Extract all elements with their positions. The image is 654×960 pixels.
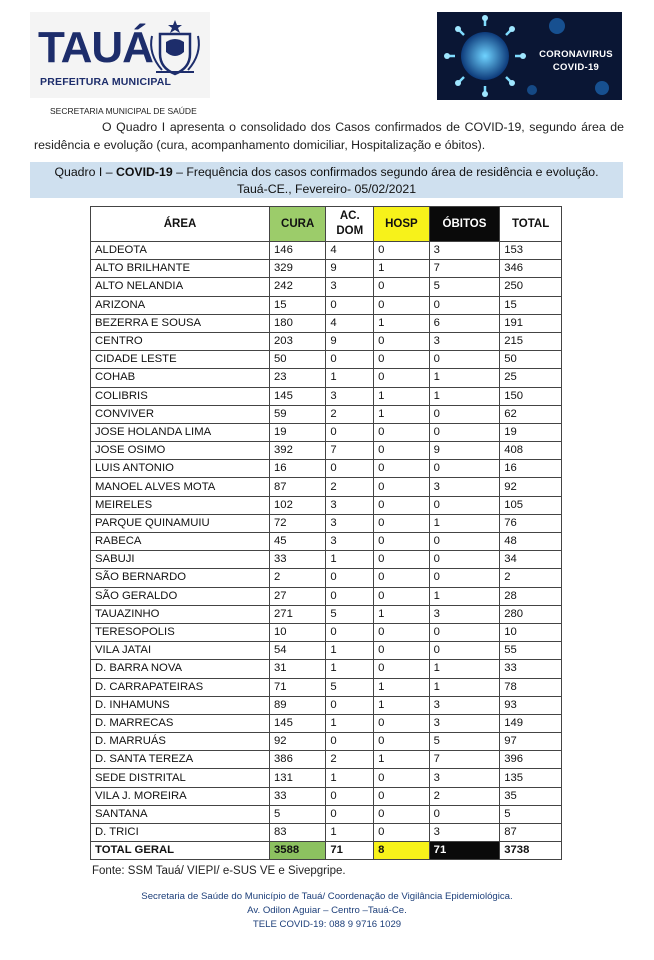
cell-hosp: 0 [374,442,430,460]
table-header-row [91,207,562,242]
total-acdom: 71 [326,842,374,860]
cell-cura: 19 [270,423,326,441]
table-row [91,423,562,441]
cell-hosp: 1 [374,678,430,696]
cell-obitos: 0 [429,351,500,369]
cell-acdom: 4 [326,242,374,260]
cell-acdom: 3 [326,514,374,532]
cell-hosp: 0 [374,460,430,478]
cell-total: 92 [500,478,562,496]
cell-hosp: 0 [374,369,430,387]
cell-total: 135 [500,769,562,787]
cell-cura: 54 [270,642,326,660]
cell-area: D. CARRAPATEIRAS [91,678,270,696]
table-row [91,405,562,423]
table-row [91,587,562,605]
cell-hosp: 0 [374,660,430,678]
cell-total: 48 [500,533,562,551]
footer-line3: TELE COVID-19: 088 9 9716 1029 [252,919,402,930]
cell-acdom: 7 [326,442,374,460]
header-acdom-line2: DOM [336,225,364,237]
cell-cura: 27 [270,587,326,605]
header-obitos: ÓBITOS [429,207,500,242]
cell-area: D. SANTA TEREZA [91,751,270,769]
cell-acdom: 0 [326,423,374,441]
cell-acdom: 4 [326,314,374,332]
table-row [91,533,562,551]
cell-cura: 10 [270,623,326,641]
cell-acdom: 3 [326,533,374,551]
caption-date: Tauá-CE., Fevereiro- 05/02/2021 [236,182,417,196]
cell-acdom: 1 [326,642,374,660]
cell-cura: 33 [270,787,326,805]
cell-obitos: 3 [429,332,500,350]
cell-hosp: 0 [374,514,430,532]
cell-obitos: 0 [429,405,500,423]
logo-name: TAUÁ [38,23,153,72]
cell-area: SEDE DISTRITAL [91,769,270,787]
cell-hosp: 0 [374,805,430,823]
table-row [91,787,562,805]
cell-total: 50 [500,351,562,369]
cell-total: 105 [500,496,562,514]
cell-acdom: 3 [326,387,374,405]
table-row [91,623,562,641]
cell-area: COHAB [91,369,270,387]
cell-hosp: 0 [374,714,430,732]
coronavirus-banner [437,12,622,100]
cell-acdom: 0 [326,569,374,587]
banner-subtitle: COVID-19 [552,62,600,73]
cell-obitos: 0 [429,623,500,641]
table-row [91,569,562,587]
cell-obitos: 0 [429,296,500,314]
cell-cura: 102 [270,496,326,514]
cell-obitos: 2 [429,787,500,805]
table-row [91,733,562,751]
cell-cura: 242 [270,278,326,296]
cell-obitos: 7 [429,751,500,769]
table-row [91,642,562,660]
footer-line2: Av. Odilon Aguiar – Centro –Tauá-Ce. [247,905,407,916]
cell-area: D. TRICI [91,824,270,842]
cell-acdom: 1 [326,551,374,569]
cell-cura: 83 [270,824,326,842]
cell-cura: 59 [270,405,326,423]
cell-total: 76 [500,514,562,532]
cell-obitos: 1 [429,587,500,605]
cell-total: 93 [500,696,562,714]
table-row [91,696,562,714]
cell-cura: 16 [270,460,326,478]
table-row [91,278,562,296]
cell-acdom: 2 [326,405,374,423]
cell-obitos: 3 [429,696,500,714]
cell-obitos: 9 [429,442,500,460]
cell-cura: 145 [270,387,326,405]
table-row [91,496,562,514]
cell-total: 33 [500,660,562,678]
cell-total: 16 [500,460,562,478]
cell-acdom: 1 [326,660,374,678]
cell-hosp: 0 [374,587,430,605]
cell-cura: 92 [270,733,326,751]
intro-paragraph [34,118,624,154]
cell-area: CIDADE LESTE [91,351,270,369]
cell-area: D. MARRECAS [91,714,270,732]
cell-area: VILA J. MOREIRA [91,787,270,805]
cell-area: ALTO NELANDIA [91,278,270,296]
cell-cura: 392 [270,442,326,460]
table-row [91,242,562,260]
cell-area: D. INHAMUNS [91,696,270,714]
cell-area: VILA JATAI [91,642,270,660]
table-row [91,660,562,678]
cell-hosp: 0 [374,769,430,787]
cell-acdom: 2 [326,751,374,769]
cell-total: 280 [500,605,562,623]
cell-hosp: 0 [374,733,430,751]
cell-hosp: 0 [374,551,430,569]
cell-cura: 329 [270,260,326,278]
table-row [91,714,562,732]
source-note: Fonte: SSM Tauá/ VIEPI/ e-SUS VE e Sivepgripe. [92,865,346,877]
cell-area: JOSE HOLANDA LIMA [91,423,270,441]
cell-acdom: 0 [326,351,374,369]
cell-acdom: 1 [326,769,374,787]
header-cura: CURA [270,207,326,242]
table-row [91,805,562,823]
table-row [91,551,562,569]
cell-area: TERESOPOLIS [91,623,270,641]
cell-acdom: 1 [326,369,374,387]
header-acdom-line1: AC. [339,210,360,222]
cell-total: 97 [500,733,562,751]
cell-hosp: 1 [374,605,430,623]
cell-cura: 386 [270,751,326,769]
cell-hosp: 0 [374,278,430,296]
cell-cura: 2 [270,569,326,587]
cell-cura: 89 [270,696,326,714]
cell-hosp: 1 [374,405,430,423]
cell-area: MANOEL ALVES MOTA [91,478,270,496]
cell-area: PARQUE QUINAMUIU [91,514,270,532]
cell-hosp: 0 [374,296,430,314]
cases-table [90,206,562,860]
cell-acdom: 0 [326,805,374,823]
cell-obitos: 3 [429,478,500,496]
cell-hosp: 0 [374,623,430,641]
cell-hosp: 0 [374,242,430,260]
cell-hosp: 0 [374,351,430,369]
cell-acdom: 3 [326,496,374,514]
cell-obitos: 5 [429,733,500,751]
cell-area: CENTRO [91,332,270,350]
cell-cura: 180 [270,314,326,332]
cell-acdom: 9 [326,332,374,350]
table-row [91,296,562,314]
cell-hosp: 1 [374,260,430,278]
cell-cura: 145 [270,714,326,732]
intro-text: O Quadro I apresenta o consolidado dos Casos confirmados de COVID-19, segundo área de residência e evolução (cura, acompanhamento domiciliar, Hospitalização e óbitos). [34,120,624,152]
cell-area: ALDEOTA [91,242,270,260]
cell-obitos: 1 [429,678,500,696]
total-row [91,842,562,860]
table-row [91,514,562,532]
cell-cura: 71 [270,678,326,696]
cell-obitos: 3 [429,714,500,732]
cell-obitos: 6 [429,314,500,332]
cell-total: 149 [500,714,562,732]
cell-total: 408 [500,442,562,460]
cell-hosp: 0 [374,423,430,441]
caption-prefix: Quadro I – [54,165,116,179]
cell-hosp: 1 [374,696,430,714]
cell-total: 346 [500,260,562,278]
caption-rest: – Frequência dos casos confirmados segundo área de residência e evolução. [172,165,599,179]
cell-hosp: 0 [374,332,430,350]
table-row [91,824,562,842]
cell-hosp: 1 [374,751,430,769]
cell-cura: 131 [270,769,326,787]
cell-hosp: 1 [374,387,430,405]
total-cura: 3588 [270,842,326,860]
table-row [91,478,562,496]
coat-of-arms-icon [146,18,204,78]
total-hosp: 8 [374,842,430,860]
cell-hosp: 0 [374,642,430,660]
cell-area: CONVIVER [91,405,270,423]
table-row [91,442,562,460]
cell-area: JOSE OSIMO [91,442,270,460]
cell-acdom: 0 [326,587,374,605]
cell-area: SÃO GERALDO [91,587,270,605]
cell-cura: 45 [270,533,326,551]
cell-total: 396 [500,751,562,769]
cell-area: SANTANA [91,805,270,823]
cell-area: D. BARRA NOVA [91,660,270,678]
cell-obitos: 7 [429,260,500,278]
cell-cura: 15 [270,296,326,314]
cell-acdom: 1 [326,714,374,732]
header-area: ÁREA [91,207,270,242]
cell-hosp: 0 [374,496,430,514]
table-row [91,387,562,405]
cell-area: D. MARRUÁS [91,733,270,751]
cell-total: 15 [500,296,562,314]
cell-total: 19 [500,423,562,441]
cell-obitos: 1 [429,387,500,405]
table-row [91,369,562,387]
cell-cura: 271 [270,605,326,623]
cell-hosp: 0 [374,787,430,805]
cell-obitos: 1 [429,369,500,387]
table-row [91,260,562,278]
cell-hosp: 0 [374,569,430,587]
cell-cura: 72 [270,514,326,532]
cell-hosp: 0 [374,533,430,551]
cell-total: 25 [500,369,562,387]
cell-total: 78 [500,678,562,696]
cell-obitos: 3 [429,242,500,260]
cell-obitos: 0 [429,642,500,660]
cell-acdom: 2 [326,478,374,496]
cell-hosp: 0 [374,478,430,496]
cell-area: RABECA [91,533,270,551]
table-row [91,605,562,623]
table-row [91,332,562,350]
secretaria-label: SECRETARIA MUNICIPAL DE SAÚDE [50,106,197,116]
cell-acdom: 0 [326,696,374,714]
cell-area: SABUJI [91,551,270,569]
cell-obitos: 1 [429,660,500,678]
cell-obitos: 0 [429,569,500,587]
cell-area: TAUAZINHO [91,605,270,623]
caption-bold: COVID-19 [115,165,173,179]
cell-total: 5 [500,805,562,823]
cell-acdom: 0 [326,787,374,805]
cell-obitos: 3 [429,769,500,787]
cell-area: ARIZONA [91,296,270,314]
total-area: TOTAL GERAL [91,842,270,860]
cell-area: MEIRELES [91,496,270,514]
cell-acdom: 5 [326,678,374,696]
cell-total: 87 [500,824,562,842]
logo-subtitle: PREFEITURA MUNICIPAL [40,76,172,88]
total-total: 3738 [500,842,562,860]
cell-area: LUIS ANTONIO [91,460,270,478]
cell-acdom: 1 [326,824,374,842]
cell-area: COLIBRIS [91,387,270,405]
banner-title: CORONAVIRUS [539,49,613,60]
prefeitura-logo [30,12,210,98]
table-row [91,314,562,332]
cell-acdom: 0 [326,460,374,478]
cell-acdom: 3 [326,278,374,296]
table-row [91,678,562,696]
footer-line1: Secretaria de Saúde do Município de Tauá/ Coordenação de Vigilância Epidemiológica. [141,891,513,902]
total-obitos: 71 [429,842,500,860]
cell-obitos: 0 [429,805,500,823]
footer [0,890,654,932]
cell-area: SÃO BERNARDO [91,569,270,587]
header-total: TOTAL [500,207,562,242]
cell-total: 35 [500,787,562,805]
cell-hosp: 1 [374,314,430,332]
cell-cura: 23 [270,369,326,387]
table-row [91,460,562,478]
cell-total: 215 [500,332,562,350]
cell-area: BEZERRA E SOUSA [91,314,270,332]
cell-total: 153 [500,242,562,260]
cell-obitos: 3 [429,605,500,623]
cell-cura: 5 [270,805,326,823]
cell-obitos: 0 [429,423,500,441]
cell-acdom: 9 [326,260,374,278]
cell-total: 34 [500,551,562,569]
cell-cura: 87 [270,478,326,496]
table-row [91,769,562,787]
cell-total: 2 [500,569,562,587]
cell-acdom: 0 [326,733,374,751]
cell-obitos: 0 [429,460,500,478]
cell-total: 250 [500,278,562,296]
cell-cura: 146 [270,242,326,260]
cell-total: 28 [500,587,562,605]
cell-acdom: 0 [326,623,374,641]
cell-obitos: 0 [429,496,500,514]
cell-obitos: 0 [429,533,500,551]
cell-cura: 50 [270,351,326,369]
cell-acdom: 0 [326,296,374,314]
cell-total: 191 [500,314,562,332]
cell-cura: 33 [270,551,326,569]
cell-cura: 31 [270,660,326,678]
cell-obitos: 0 [429,551,500,569]
table-row [91,751,562,769]
cell-obitos: 3 [429,824,500,842]
cell-obitos: 1 [429,514,500,532]
cell-area: ALTO BRILHANTE [91,260,270,278]
cell-obitos: 5 [429,278,500,296]
cell-total: 10 [500,623,562,641]
cell-total: 62 [500,405,562,423]
cell-acdom: 5 [326,605,374,623]
header-acdom [326,207,374,242]
cell-total: 150 [500,387,562,405]
cell-hosp: 0 [374,824,430,842]
header-hosp: HOSP [374,207,430,242]
cell-cura: 203 [270,332,326,350]
table-caption [30,162,623,198]
table-row [91,351,562,369]
cell-total: 55 [500,642,562,660]
